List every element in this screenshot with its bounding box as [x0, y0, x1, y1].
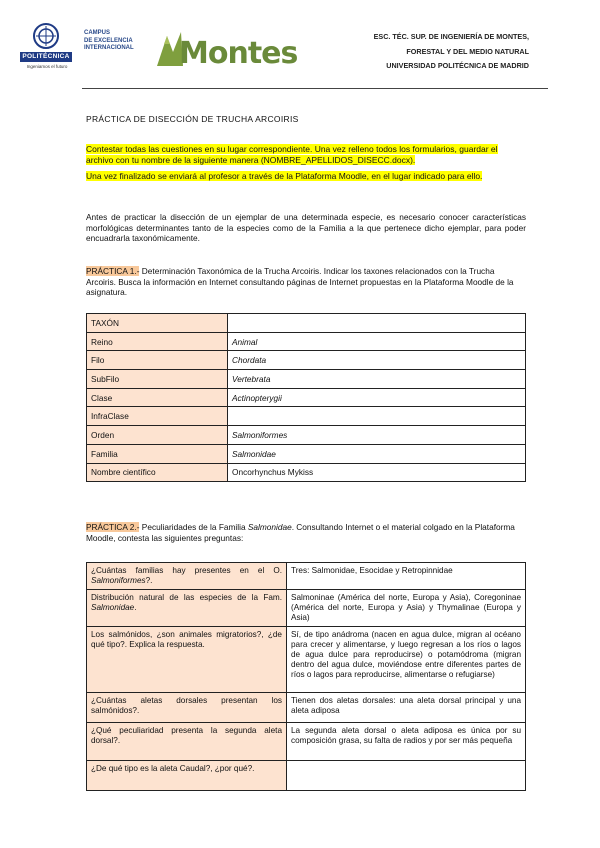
- answer-cell[interactable]: Salmoninae (América del norte, Europa y Asia), Coregoninae (América del norte, Europa y Asia) y Thymalinae (Europa y Asia): [287, 590, 526, 627]
- table-row: [87, 723, 526, 761]
- answer-cell[interactable]: Sí, de tipo anádroma (nacen en agua dulce, migran al océano para crecer y alimentarse, y luego regresan a los ríos o lagos de agua dulce para reproducirse) o potamódroma (migran dentro del agua dulce, moviéndose entre diferentes partes de ríos o lagos para reproducirse, alimentarse o refugiarse): [287, 627, 526, 693]
- taxon-value-cell[interactable]: Salmonidae: [228, 444, 526, 463]
- instruction-text: Contestar todas las cuestiones en su lugar correspondiente. Una vez relleno todos los formularios, guardar el archivo con tu nombre de la siguiente manera (NOMBRE_APELLIDOS_DISECC.docx).: [86, 144, 498, 165]
- family-questions-table: [86, 562, 526, 791]
- question-cell: Distribución natural de las especies de la Fam. Salmonidae.: [87, 590, 287, 627]
- taxon-label-cell: InfraClase: [87, 407, 228, 426]
- practica-2-label: PRÁCTICA 2.-: [86, 522, 140, 532]
- question-cell: ¿Cuántas familias hay presentes en el O. Salmoniformes?.: [87, 563, 287, 590]
- taxon-value-cell[interactable]: Vertebrata: [228, 370, 526, 389]
- taxon-table: [86, 313, 526, 482]
- taxon-label-cell: Clase: [87, 388, 228, 407]
- taxon-header-cell: TAXÓN: [87, 314, 228, 333]
- campus-line: INTERNACIONAL: [84, 45, 134, 51]
- instruction-paragraph: [86, 171, 526, 182]
- upm-logo-text: POLITÉCNICA: [20, 52, 72, 62]
- institution-line: UNIVERSIDAD POLITÉCNICA DE MADRID: [386, 61, 529, 70]
- table-row: [87, 314, 526, 333]
- question-cell: ¿Qué peculiaridad presenta la segunda aleta dorsal?.: [87, 723, 287, 761]
- upm-logo: [18, 22, 76, 72]
- practica-1-label: PRÁCTICA 1.-: [86, 266, 140, 276]
- taxon-label-cell: SubFilo: [87, 370, 228, 389]
- practica-2-text: . Consultando Internet o el material colgado en la Plataforma Moodle, contesta las siguientes preguntas:: [86, 522, 515, 543]
- answer-cell[interactable]: La segunda aleta dorsal o aleta adiposa es única por su composición grasa, su falta de radios y por ser más pequeña: [287, 723, 526, 761]
- upm-emblem-icon: [32, 22, 60, 50]
- practica-1-text: Determinación Taxonómica de la Trucha Arcoiris. Indicar los taxones relacionados con la Trucha Arcoiris. Busca la información en Internet consultando páginas de Internet propuestas en la Plataforma Moodle de la asignatura.: [86, 266, 514, 297]
- table-row: [87, 590, 526, 627]
- campus-line: CAMPUS: [84, 30, 111, 36]
- table-row: [87, 761, 526, 791]
- table-row: [87, 407, 526, 426]
- table-row: [87, 627, 526, 693]
- taxon-label-cell: Nombre científico: [87, 463, 228, 482]
- question-cell: Los salmónidos, ¿son animales migratorios?, ¿de qué tipo?. Explica la respuesta.: [87, 627, 287, 693]
- question-cell: ¿De qué tipo es la aleta Caudal?, ¿por qué?.: [87, 761, 287, 791]
- taxon-value-cell[interactable]: Oncorhynchus Mykiss: [228, 463, 526, 482]
- institution-line: FORESTAL Y DEL MEDIO NATURAL: [406, 46, 529, 56]
- table-row: [87, 444, 526, 463]
- instruction-paragraph: [86, 144, 526, 165]
- question-cell: ¿Cuántas aletas dorsales presentan los salmónidos?.: [87, 693, 287, 723]
- institution-header: [374, 30, 529, 74]
- practica-2-family: Salmonidae: [247, 522, 292, 532]
- institution-line: ESC. TÉC. SUP. DE INGENIERÍA DE MONTES,: [373, 32, 529, 41]
- answer-cell[interactable]: [287, 761, 526, 791]
- header-divider: [82, 88, 548, 89]
- taxon-value-cell[interactable]: Salmoniformes: [228, 426, 526, 445]
- table-row: [87, 388, 526, 407]
- table-row: [87, 693, 526, 723]
- taxon-label-cell: Reino: [87, 332, 228, 351]
- taxon-value-cell[interactable]: Animal: [228, 332, 526, 351]
- answer-cell[interactable]: Tienen dos aletas dorsales: una aleta dorsal principal y una aleta adiposa: [287, 693, 526, 723]
- table-row: [87, 463, 526, 482]
- montes-logo-text: Montes: [179, 36, 298, 71]
- taxon-label-cell: Orden: [87, 426, 228, 445]
- table-row: [87, 370, 526, 389]
- document-title: PRÁCTICA DE DISECCIÓN DE TRUCHA ARCOIRIS: [86, 114, 299, 124]
- intro-paragraph: Antes de practicar la disección de un ejemplar de una determinada especie, es necesario conocer características morfológicas determinantes tanto de la especies como de la Familia a la que pertenece dicho ejemplar, para poder encuadrarla taxonómicamente.: [86, 212, 526, 243]
- taxon-label-cell: Familia: [87, 444, 228, 463]
- montes-logo: [155, 22, 298, 72]
- taxon-value-cell[interactable]: [228, 407, 526, 426]
- instruction-text: Una vez finalizado se enviará al profesor a través de la Plataforma Moodle, en el lugar indicado para ello.: [86, 171, 483, 181]
- table-row: [87, 426, 526, 445]
- practica-2-text: Peculiaridades de la Familia: [139, 522, 248, 532]
- table-row: [87, 563, 526, 590]
- answer-cell[interactable]: Tres: Salmonidae, Esocidae y Retropinnidae: [287, 563, 526, 590]
- campus-excelencia-logo: [84, 30, 134, 53]
- table-row: [87, 351, 526, 370]
- taxon-header-value-cell[interactable]: [228, 314, 526, 333]
- practica-1-statement: [86, 266, 526, 298]
- table-row: [87, 332, 526, 351]
- taxon-label-cell: Filo: [87, 351, 228, 370]
- upm-logo-subtitle: Ingeniamos el futuro: [26, 64, 68, 69]
- taxon-value-cell[interactable]: Actinopterygii: [228, 388, 526, 407]
- practica-2-statement: [86, 522, 526, 543]
- campus-line: DE EXCELENCIA: [84, 37, 133, 44]
- taxon-value-cell[interactable]: Chordata: [228, 351, 526, 370]
